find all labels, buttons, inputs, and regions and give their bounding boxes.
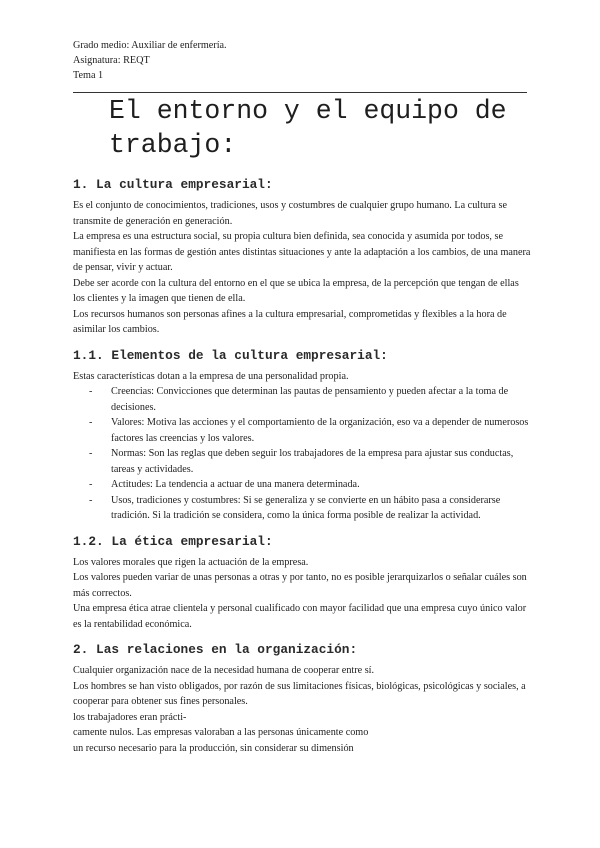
list-item-text: Normas: Son las reglas que deben seguir los trabajadores de la empresa para ajustar sus conductas, tareas y actividades. bbox=[111, 448, 514, 475]
document-header bbox=[73, 38, 227, 83]
paragraph: Es el conjunto de conocimientos, tradiciones, usos y costumbres de cualquier grupo humano. La cultura se transmite de generación en generación. bbox=[73, 200, 507, 227]
list-item-text: Creencias: Convicciones que determinan las pautas de pensamiento y pueden afectar a la toma de decisiones. bbox=[111, 386, 509, 413]
header-topic: Tema 1 bbox=[73, 70, 104, 81]
header-divider bbox=[73, 92, 527, 93]
list-item bbox=[89, 493, 533, 524]
section-elementos-cultura bbox=[73, 347, 533, 524]
section-etica-empresarial bbox=[73, 533, 533, 633]
paragraph: Los recursos humanos son personas afines a la cultura empresarial, comprometidas y flexibles a la hora de asimilar los cambios. bbox=[73, 308, 507, 335]
section-cultura-empresarial bbox=[73, 176, 533, 338]
list-item-text: Usos, tradiciones y costumbres: Si se generaliza y se convierte en un hábito pasa a considerarse tradición. Si la tradición se considera, como la única forma posible de realizar la actividad. bbox=[111, 494, 501, 521]
page-title-line-1: El entorno y el equipo de bbox=[109, 96, 507, 126]
section-heading: 1. La cultura empresarial: bbox=[73, 177, 273, 192]
dash-bullet: - bbox=[89, 479, 93, 490]
bullet-list bbox=[73, 384, 533, 524]
header-subject: Asignatura: REQT bbox=[73, 55, 150, 66]
dash-bullet: - bbox=[89, 448, 93, 459]
paragraph: Los valores morales que rigen la actuación de la empresa. bbox=[73, 556, 309, 568]
paragraph: un recurso necesario para la producción, sin considerar su dimensión bbox=[73, 742, 354, 754]
list-item bbox=[89, 415, 533, 446]
paragraph: Cualquier organización nace de la necesidad humana de cooperar entre sí. bbox=[73, 665, 375, 676]
paragraph: Los valores pueden variar de unas personas a otras y por tanto, no es posible jerarquizarlos o señalar cuáles son más correctos. bbox=[73, 572, 527, 599]
list-item bbox=[89, 384, 533, 415]
section-relaciones-organizacion bbox=[73, 641, 533, 756]
dash-bullet: - bbox=[89, 417, 93, 428]
paragraph: Una empresa ética atrae clientela y personal cualificado con mayor facilidad que una empresa cuyo único valor es la rentabilidad económica. bbox=[73, 603, 527, 630]
section-heading: 1.2. La ética empresarial: bbox=[73, 533, 273, 549]
list-item bbox=[89, 446, 533, 477]
dash-bullet: - bbox=[89, 386, 93, 397]
dash-bullet: - bbox=[89, 494, 93, 506]
paragraph: Los hombres se han visto obligados, por razón de sus limitaciones físicas, biológicas, psicológicas y sociales, a cooperar para obtener sus fines personales. bbox=[73, 680, 526, 707]
section-heading: 2. Las relaciones en la organización: bbox=[73, 642, 358, 657]
page-title bbox=[109, 94, 539, 162]
paragraph: camente nulos. Las empresas valoraban a las personas únicamente como bbox=[73, 727, 369, 738]
document-body bbox=[73, 176, 533, 765]
paragraph: los trabajadores eran prácti- bbox=[73, 711, 187, 723]
page-title-line-2: trabajo: bbox=[109, 130, 237, 160]
section-heading: 1.1. Elementos de la cultura empresarial: bbox=[73, 347, 388, 363]
paragraph: La empresa es una estructura social, su propia cultura bien definida, sea conocida y asumida por todos, se manifiesta en las formas de gestión antes distintas situaciones y ante la adaptación a los cambios, de una manera de pensar, vivir y actuar. bbox=[73, 231, 531, 273]
header-course: Grado medio: Auxiliar de enfermería. bbox=[73, 40, 227, 51]
paragraph: Debe ser acorde con la cultura del entorno en el que se ubica la empresa, de la percepción que tengan de ellas los clientes y la imagen que tienen de ella. bbox=[73, 277, 519, 304]
list-item-text: Actitudes: La tendencia a actuar de una manera determinada. bbox=[111, 479, 360, 490]
list-item-text: Valores: Motiva las acciones y el comportamiento de la organización, eso va a depender de numerosos factores las creencias y los valores. bbox=[111, 417, 529, 444]
paragraph: Estas características dotan a la empresa de una personalidad propia. bbox=[73, 370, 349, 382]
list-item bbox=[89, 477, 533, 493]
